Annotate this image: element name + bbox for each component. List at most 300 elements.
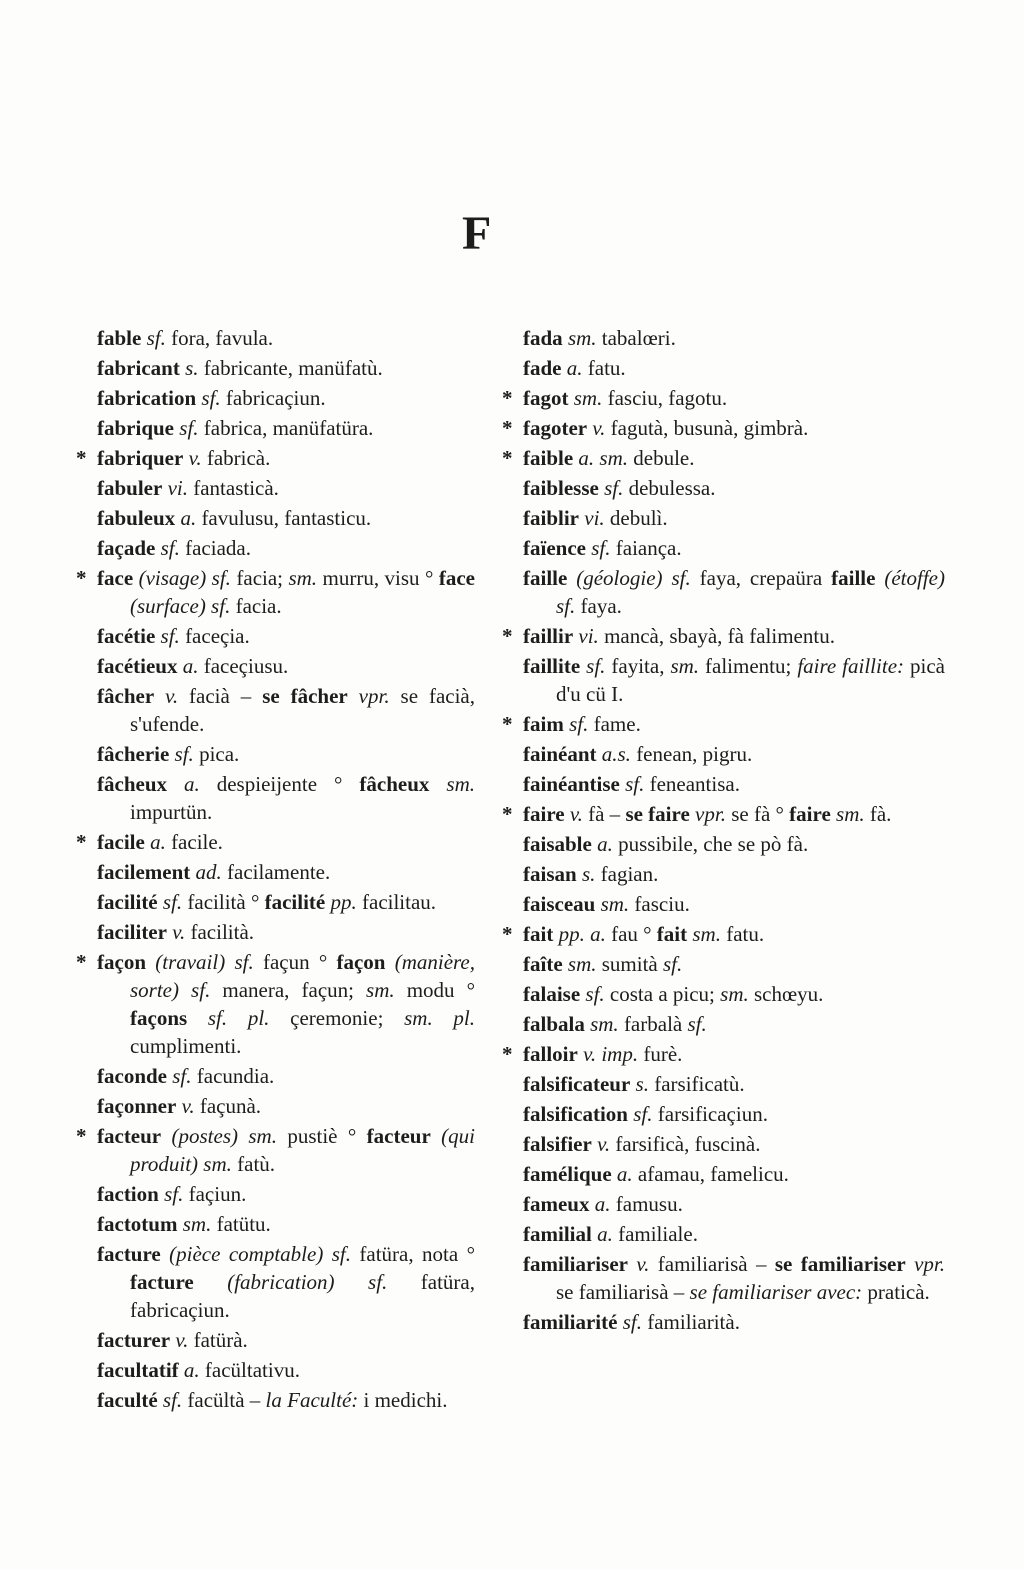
translation-text: fora, favula.	[165, 326, 274, 350]
dictionary-entry	[97, 384, 475, 412]
translation-text: farsificà, fuscinà.	[610, 1132, 761, 1156]
grammar-label: vi.	[573, 624, 599, 648]
translation-text: despieijente °	[199, 772, 360, 796]
dictionary-entry	[502, 384, 945, 412]
dictionary-entry	[76, 828, 475, 856]
grammar-label: (géologie) sf.	[567, 566, 691, 590]
grammar-label: sm.	[595, 892, 630, 916]
translation-text: pica.	[193, 742, 240, 766]
grammar-label: sm.	[830, 802, 865, 826]
grammar-label: sm.	[720, 982, 749, 1006]
dictionary-entry	[523, 564, 945, 620]
headword: faïence	[523, 536, 586, 560]
translation-text: se facià, s'ufende.	[130, 684, 476, 736]
dictionary-entry	[523, 354, 945, 382]
grammar-label: sf.	[687, 1012, 707, 1036]
grammar-label: sf.	[174, 416, 199, 440]
grammar-label: sm.	[177, 1212, 212, 1236]
headword: fabricant	[97, 356, 180, 380]
asterisk-marker: *	[502, 446, 513, 470]
translation-text: tabalœri.	[596, 326, 676, 350]
grammar-label: v.	[154, 684, 179, 708]
translation-text: fatu.	[720, 922, 765, 946]
headword: fagoter	[523, 416, 588, 440]
headword: facile	[97, 830, 145, 854]
translation-text: facundia.	[191, 1064, 275, 1088]
grammar-label: sm.	[584, 1012, 619, 1036]
translation-text: façun °	[253, 950, 337, 974]
grammar-label: sm. pl.	[404, 1006, 475, 1030]
grammar-label: vi.	[162, 476, 188, 500]
translation-text: cumplimenti.	[130, 1034, 242, 1058]
dictionary-entry	[502, 622, 945, 650]
grammar-label: sm.	[670, 654, 700, 678]
dictionary-entry	[76, 1122, 475, 1178]
headword: fâcheux	[97, 772, 167, 796]
grammar-label: vpr.	[689, 802, 726, 826]
dictionary-entry	[523, 830, 945, 858]
dictionary-entry	[523, 770, 945, 798]
translation-text: modu °	[394, 978, 476, 1002]
dictionary-entry	[97, 324, 475, 352]
dictionary-entry	[97, 354, 475, 382]
headword: falloir	[523, 1042, 578, 1066]
headword: factotum	[97, 1212, 178, 1236]
grammar-label: sf.	[167, 1064, 192, 1088]
translation-text: fau °	[605, 922, 657, 946]
dictionary-entry	[76, 444, 475, 472]
headword: falaise	[523, 982, 581, 1006]
grammar-label: sm.	[687, 922, 721, 946]
dictionary-entry	[523, 1010, 945, 1038]
grammar-label: sm.	[429, 772, 476, 796]
grammar-label: sf.	[617, 1310, 642, 1334]
dictionary-entry	[97, 1210, 475, 1238]
dictionary-entry	[97, 858, 475, 886]
translation-text: se familiarisà –	[556, 1280, 690, 1304]
asterisk-marker: *	[76, 566, 87, 590]
translation-text: fabricaçiun.	[220, 386, 326, 410]
translation-text: fantasticà.	[187, 476, 279, 500]
translation-text: faceçiusu.	[198, 654, 289, 678]
headword: faculté	[97, 1388, 158, 1412]
translation-text: fatu.	[582, 356, 626, 380]
dictionary-entry	[97, 682, 475, 738]
grammar-label: sm.	[288, 566, 318, 590]
translation-text: facilitau.	[356, 890, 437, 914]
translation-text: farsificaçiun.	[652, 1102, 768, 1126]
dictionary-entry	[76, 564, 475, 620]
left-column	[76, 324, 476, 1416]
dictionary-entry	[523, 504, 945, 532]
headword: famélique	[523, 1162, 612, 1186]
dictionary-entry	[97, 918, 475, 946]
dictionary-entry	[97, 1092, 475, 1120]
translation-text: fame.	[588, 712, 641, 736]
headword: faible	[523, 446, 574, 470]
translation-text: facia;	[230, 566, 289, 590]
dictionary-entry	[76, 948, 476, 1060]
headword: facturer	[97, 1328, 171, 1352]
headword: faconde	[97, 1064, 167, 1088]
headword: façon	[336, 950, 386, 974]
headword: se faire	[625, 802, 690, 826]
translation-text: fatù.	[231, 1152, 276, 1176]
translation-text: famusu.	[610, 1192, 683, 1216]
headword: fade	[523, 356, 562, 380]
translation-text: favulusu, fantasticu.	[196, 506, 372, 530]
headword: fabriquer	[97, 446, 184, 470]
grammar-label: s.	[630, 1072, 649, 1096]
asterisk-marker: *	[502, 624, 513, 648]
translation-text: faceçia.	[179, 624, 250, 648]
headword: faisceau	[523, 892, 596, 916]
dictionary-entry	[523, 1190, 945, 1218]
translation-text: fagutà, busunà, gimbrà.	[605, 416, 809, 440]
translation-text: fayita,	[605, 654, 671, 678]
headword: familiariser	[523, 1252, 628, 1276]
headword: faim	[523, 712, 564, 736]
headword: fainéant	[523, 742, 597, 766]
headword: faire	[523, 802, 565, 826]
dictionary-entry	[502, 414, 945, 442]
translation-text: facilità °	[182, 890, 265, 914]
translation-text: fabricà.	[201, 446, 271, 470]
asterisk-marker: *	[502, 386, 513, 410]
translation-text: fà –	[582, 802, 626, 826]
translation-text: façiun.	[183, 1182, 247, 1206]
dictionary-entry	[523, 1220, 945, 1248]
asterisk-marker: *	[76, 446, 87, 470]
translation-text: fatüra, fabricaçiun.	[130, 1270, 475, 1322]
headword: se familiariser	[774, 1252, 906, 1276]
translation-text: furè.	[638, 1042, 683, 1066]
translation-text: praticà.	[862, 1280, 930, 1304]
asterisk-marker: *	[76, 1124, 87, 1148]
grammar-label: sf.	[141, 326, 166, 350]
dictionary-entry	[523, 980, 945, 1008]
translation-text: faya.	[575, 594, 622, 618]
headword: falbala	[523, 1012, 585, 1036]
headword: fabuler	[97, 476, 163, 500]
asterisk-marker: *	[76, 830, 87, 854]
headword: faisable	[523, 832, 592, 856]
translation-text: afamau, famelicu.	[632, 1162, 789, 1186]
translation-text: facià –	[178, 684, 263, 708]
grammar-label: sf.	[663, 952, 683, 976]
grammar-label: sf.	[585, 536, 611, 560]
grammar-label: a.	[561, 356, 583, 380]
right-column	[502, 324, 945, 1338]
grammar-label: sf.	[628, 1102, 653, 1126]
headword: faciliter	[97, 920, 167, 944]
grammar-label: (postes) sm.	[161, 1124, 277, 1148]
grammar-label: sf.	[155, 536, 180, 560]
headword: face	[438, 566, 475, 590]
translation-text: debule.	[628, 446, 695, 470]
dictionary-entry	[97, 1326, 475, 1354]
asterisk-marker: *	[502, 802, 513, 826]
translation-text: fatüra, nota °	[351, 1242, 475, 1266]
headword: fada	[523, 326, 563, 350]
dictionary-entry	[97, 652, 475, 680]
dictionary-entry	[523, 534, 945, 562]
asterisk-marker: *	[502, 712, 513, 736]
dictionary-entry	[502, 800, 945, 828]
headword: falsificateur	[523, 1072, 631, 1096]
grammar-label: (surface) sf.	[130, 594, 231, 618]
grammar-label: sf.	[580, 982, 605, 1006]
dictionary-entry	[97, 1062, 475, 1090]
dictionary-entry	[97, 414, 475, 442]
grammar-label: v.	[627, 1252, 650, 1276]
translation-text: faya, crepaüra	[690, 566, 832, 590]
translation-text: fabricante, manüfatù.	[198, 356, 383, 380]
grammar-label: sm.	[568, 386, 603, 410]
grammar-label: sm.	[366, 978, 395, 1002]
translation-text: murru, visu °	[317, 566, 439, 590]
dictionary-entry	[97, 1180, 475, 1208]
grammar-label: (travail) sf.	[146, 950, 254, 974]
headword: fait	[523, 922, 554, 946]
grammar-label: se familiariser avec:	[689, 1280, 863, 1304]
translation-text: fagian.	[595, 862, 659, 886]
asterisk-marker: *	[502, 416, 513, 440]
grammar-label: v.	[183, 446, 202, 470]
dictionary-entry	[97, 740, 475, 768]
translation-text: facültà –	[182, 1388, 266, 1412]
asterisk-marker: *	[76, 950, 87, 974]
headword: fâcherie	[97, 742, 170, 766]
headword: facture	[97, 1242, 161, 1266]
translation-text: fasciu, fagotu.	[602, 386, 728, 410]
grammar-label: v.	[176, 1094, 195, 1118]
headword: faillir	[523, 624, 574, 648]
translation-text: familiarità.	[641, 1310, 740, 1334]
dictionary-entry	[97, 770, 475, 826]
headword: facétieux	[97, 654, 178, 678]
grammar-label: sf.	[158, 1182, 184, 1206]
translation-text: fatütu.	[211, 1212, 271, 1236]
headword: face	[97, 566, 134, 590]
dictionary-entry	[502, 710, 945, 738]
grammar-label: v.	[166, 920, 186, 944]
translation-text: farsificatù.	[648, 1072, 745, 1096]
translation-text: facia.	[230, 594, 282, 618]
headword: faîte	[523, 952, 563, 976]
translation-text: debulì.	[604, 506, 668, 530]
headword: facilité	[264, 890, 326, 914]
headword: fameux	[523, 1192, 590, 1216]
translation-text: picà d'u cü I.	[556, 654, 945, 706]
grammar-label: sf.	[169, 742, 194, 766]
grammar-label: v.	[587, 416, 606, 440]
translation-text: façunà.	[194, 1094, 262, 1118]
asterisk-marker: *	[502, 1042, 513, 1066]
dictionary-entry	[523, 1250, 945, 1306]
headword: façon	[97, 950, 146, 974]
translation-text: fabrica, manüfatüra.	[198, 416, 374, 440]
grammar-label: sf.	[157, 890, 183, 914]
grammar-label: (fabrication) sf.	[193, 1270, 388, 1294]
grammar-label: la Faculté:	[265, 1388, 359, 1412]
grammar-label: a.	[175, 506, 197, 530]
headword: facilité	[97, 890, 158, 914]
grammar-label: a.s.	[596, 742, 631, 766]
grammar-label: v.	[591, 1132, 611, 1156]
headword: fabuleux	[97, 506, 176, 530]
grammar-label: s.	[179, 356, 199, 380]
grammar-label: a.	[177, 654, 199, 678]
grammar-label: a.	[611, 1162, 633, 1186]
grammar-label: v.	[170, 1328, 189, 1352]
grammar-label: (pièce comptable) sf.	[160, 1242, 351, 1266]
grammar-label: (visage) sf.	[133, 566, 231, 590]
grammar-label: sf.	[155, 624, 180, 648]
headword: faiblesse	[523, 476, 599, 500]
headword: facture	[130, 1270, 194, 1294]
grammar-label: sf.	[580, 654, 606, 678]
dictionary-entry	[502, 1040, 945, 1068]
grammar-label: pp. a.	[553, 922, 606, 946]
grammar-label: (qui produit) sm.	[130, 1124, 475, 1176]
dictionary-entry	[523, 1308, 945, 1336]
translation-text: farbalà	[618, 1012, 688, 1036]
headword: fainéantise	[523, 772, 620, 796]
translation-text: costa a picu;	[604, 982, 721, 1006]
dictionary-entry	[523, 860, 945, 888]
grammar-label: sf.	[157, 1388, 183, 1412]
grammar-label: v. imp.	[577, 1042, 639, 1066]
grammar-label: sf.	[196, 386, 221, 410]
translation-text: manera, façun;	[210, 978, 367, 1002]
grammar-label: sf. pl.	[187, 1006, 270, 1030]
translation-text: fenean, pigru.	[630, 742, 753, 766]
translation-text: debulessa.	[623, 476, 716, 500]
dictionary-entry	[523, 1100, 945, 1128]
headword: fâcheux	[359, 772, 430, 796]
dictionary-entry	[97, 534, 475, 562]
dictionary-entry	[523, 652, 945, 708]
translation-text: feneantisa.	[644, 772, 740, 796]
grammar-label: a.	[178, 1358, 200, 1382]
translation-text: falimentu;	[699, 654, 798, 678]
translation-text: facültativu.	[199, 1358, 300, 1382]
dictionary-entry	[523, 890, 945, 918]
grammar-label: (manière, sorte) sf.	[130, 950, 475, 1002]
translation-text: facilità.	[185, 920, 255, 944]
grammar-label: sm.	[562, 952, 597, 976]
dictionary-entry	[523, 474, 945, 502]
translation-text: familiarisà –	[649, 1252, 775, 1276]
dictionary-entry	[97, 888, 475, 916]
grammar-label: sf.	[598, 476, 624, 500]
dictionary-entry	[523, 324, 945, 352]
translation-text: facile.	[165, 830, 223, 854]
grammar-label: sm.	[562, 326, 597, 350]
asterisk-marker: *	[502, 922, 513, 946]
translation-text: facilamente.	[221, 860, 331, 884]
headword: familiarité	[523, 1310, 618, 1334]
headword: faille	[523, 566, 568, 590]
dictionary-entry	[523, 1070, 945, 1098]
section-letter-heading: F	[462, 207, 493, 260]
headword: falsification	[523, 1102, 628, 1126]
grammar-label: a.	[144, 830, 166, 854]
translation-text: faiança.	[610, 536, 682, 560]
translation-text: fatürà.	[188, 1328, 248, 1352]
dictionary-entry	[502, 920, 945, 948]
dictionary-entry	[97, 504, 475, 532]
grammar-label: sf.	[619, 772, 645, 796]
grammar-label: ad.	[190, 860, 222, 884]
headword: fait	[656, 922, 688, 946]
headword: fâcher	[97, 684, 155, 708]
grammar-label: a.	[591, 1222, 613, 1246]
dictionary-entry	[97, 1240, 475, 1324]
translation-text: pustiè °	[276, 1124, 367, 1148]
headword: faisan	[523, 862, 577, 886]
translation-text: sumità	[596, 952, 663, 976]
grammar-label: vpr.	[905, 1252, 945, 1276]
headword: falsifier	[523, 1132, 592, 1156]
translation-text: schœyu.	[748, 982, 824, 1006]
grammar-label: pp.	[325, 890, 357, 914]
translation-text: fasciu.	[629, 892, 690, 916]
dictionary-entry	[97, 1356, 475, 1384]
headword: façonner	[97, 1094, 177, 1118]
headword: facteur	[97, 1124, 162, 1148]
translation-text: se fà °	[725, 802, 790, 826]
translation-text: familiale.	[612, 1222, 698, 1246]
dictionary-entry	[523, 1130, 945, 1158]
translation-text: çeremonie;	[269, 1006, 405, 1030]
headword: fable	[97, 326, 142, 350]
headword: faillite	[523, 654, 581, 678]
translation-text: i medichi.	[358, 1388, 448, 1412]
dictionary-entry	[97, 1386, 475, 1414]
translation-text: pussibile, che se pò fà.	[612, 832, 809, 856]
dictionary-entry	[97, 622, 475, 650]
grammar-label: s.	[576, 862, 596, 886]
headword: facétie	[97, 624, 156, 648]
headword: faction	[97, 1182, 159, 1206]
headword: faire	[789, 802, 831, 826]
headword: facteur	[366, 1124, 431, 1148]
dictionary-entry	[97, 474, 475, 502]
headword: fagot	[523, 386, 569, 410]
headword: facilement	[97, 860, 191, 884]
grammar-label: sf.	[563, 712, 589, 736]
translation-text: mancà, sbayà, fà falimentu.	[598, 624, 835, 648]
headword: se fâcher	[262, 684, 348, 708]
dictionary-entry	[523, 740, 945, 768]
headword: façons	[130, 1006, 188, 1030]
headword: faille	[831, 566, 876, 590]
dictionary-entry	[523, 1160, 945, 1188]
headword: faiblir	[523, 506, 579, 530]
dictionary-entry	[502, 444, 945, 472]
grammar-label: (étoffe) sf.	[556, 566, 945, 618]
grammar-label: a.	[167, 772, 200, 796]
grammar-label: a.	[591, 832, 613, 856]
translation-text: fà.	[864, 802, 892, 826]
grammar-label: vpr.	[347, 684, 390, 708]
headword: familial	[523, 1222, 592, 1246]
headword: fabrication	[97, 386, 197, 410]
translation-text: faciada.	[179, 536, 251, 560]
headword: fabrique	[97, 416, 175, 440]
